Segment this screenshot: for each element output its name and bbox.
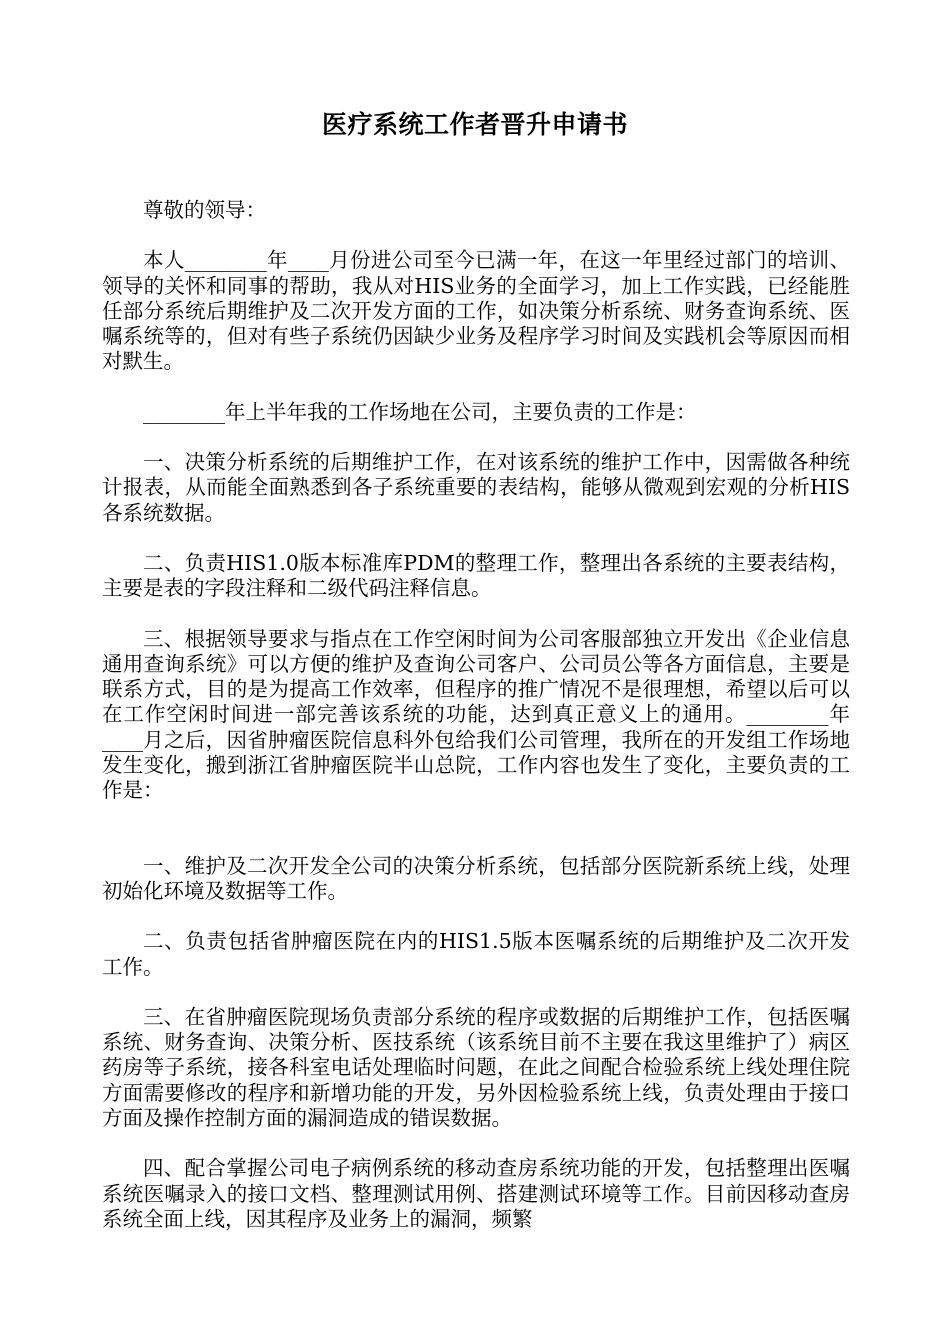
paragraph-9: 四、配合掌握公司电子病例系统的移动查房系统功能的开发，包括整理出医嘱系统医嘱录入的接口文档、整理测试用例、搭建测试环境等工作。目前因移动查房系统全面上线，因其程序及业务上的漏洞，频繁	[102, 1156, 850, 1231]
paragraph-8: 三、在省肿瘤医院现场负责部分系统的程序或数据的后期维护工作，包括医嘱系统、财务查询、决策分析、医技系统（该系统目前不主要在我这里维护了）病区药房等子系统，接各科室电话处理临时问题，在此之间配合检验系统上线处理住院方面需要修改的程序和新增功能的开发，另外因检验系统上线，负责处理由于接口方面及操作控制方面的漏洞造成的错误数据。	[102, 1004, 850, 1131]
paragraph-1: 本人________年____月份进公司至今已满一年，在这一年里经过部门的培训、领导的关怀和同事的帮助，我从对HIS业务的全面学习，加上工作实践，已经能胜任部分系统后期维护及二次开发方面的工作，如决策分析系统、财务查询系统、医嘱系统等的，但对有些子系统仍因缺少业务及程序学习时间及实践机会等原因而相对默生。	[102, 248, 850, 374]
greeting: 尊敬的领导：	[143, 198, 266, 222]
paragraph-7: 二、负责包括省肿瘤医院在内的HIS1.5版本医嘱系统的后期维护及二次开发工作。	[102, 929, 850, 979]
spacer	[102, 904, 850, 929]
document-title: 医疗系统工作者晋升申请书	[321, 110, 628, 139]
spacer	[102, 223, 850, 248]
document-body	[102, 198, 850, 1232]
paragraph-2: ________年上半年我的工作场地在公司，主要负责的工作是：	[143, 399, 697, 424]
spacer	[102, 980, 850, 1005]
paragraph-3: 一、决策分析系统的后期维护工作，在对该系统的维护工作中，因需做各种统计报表，从而能全面熟悉到各子系统重要的表结构，能够从微观到宏观的分析HIS各系统数据。	[102, 450, 850, 525]
spacer	[102, 425, 850, 450]
spacer	[102, 375, 850, 400]
paragraph-6: 一、维护及二次开发全公司的决策分析系统，包括部分医院新系统上线，处理初始化环境及数据等工作。	[102, 853, 850, 903]
spacer	[102, 602, 850, 627]
paragraph-5: 三、根据领导要求与指点在工作空闲时间为公司客服部独立开发出《企业信息通用查询系统》可以方便的维护及查询公司客户、公司员公等各方面信息，主要是联系方式，目的是为提高工作效率，但程序的推广情况不是很理想，希望以后可以在工作空闲时间进一部完善该系统的功能，达到真正意义上的通用。________年____月之后，因省肿瘤医院信息科外包给我们公司管理，我所在的开发组工作场地发生变化，搬到浙江省肿瘤医院半山总院，工作内容也发生了变化，主要负责的工作是：	[102, 626, 850, 803]
spacer	[102, 804, 850, 854]
spacer	[102, 526, 850, 551]
spacer	[102, 1131, 850, 1156]
paragraph-4: 二、负责HIS1.0版本标准库PDM的整理工作，整理出各系统的主要表结构，主要是表的字段注释和二级代码注释信息。	[102, 550, 850, 601]
